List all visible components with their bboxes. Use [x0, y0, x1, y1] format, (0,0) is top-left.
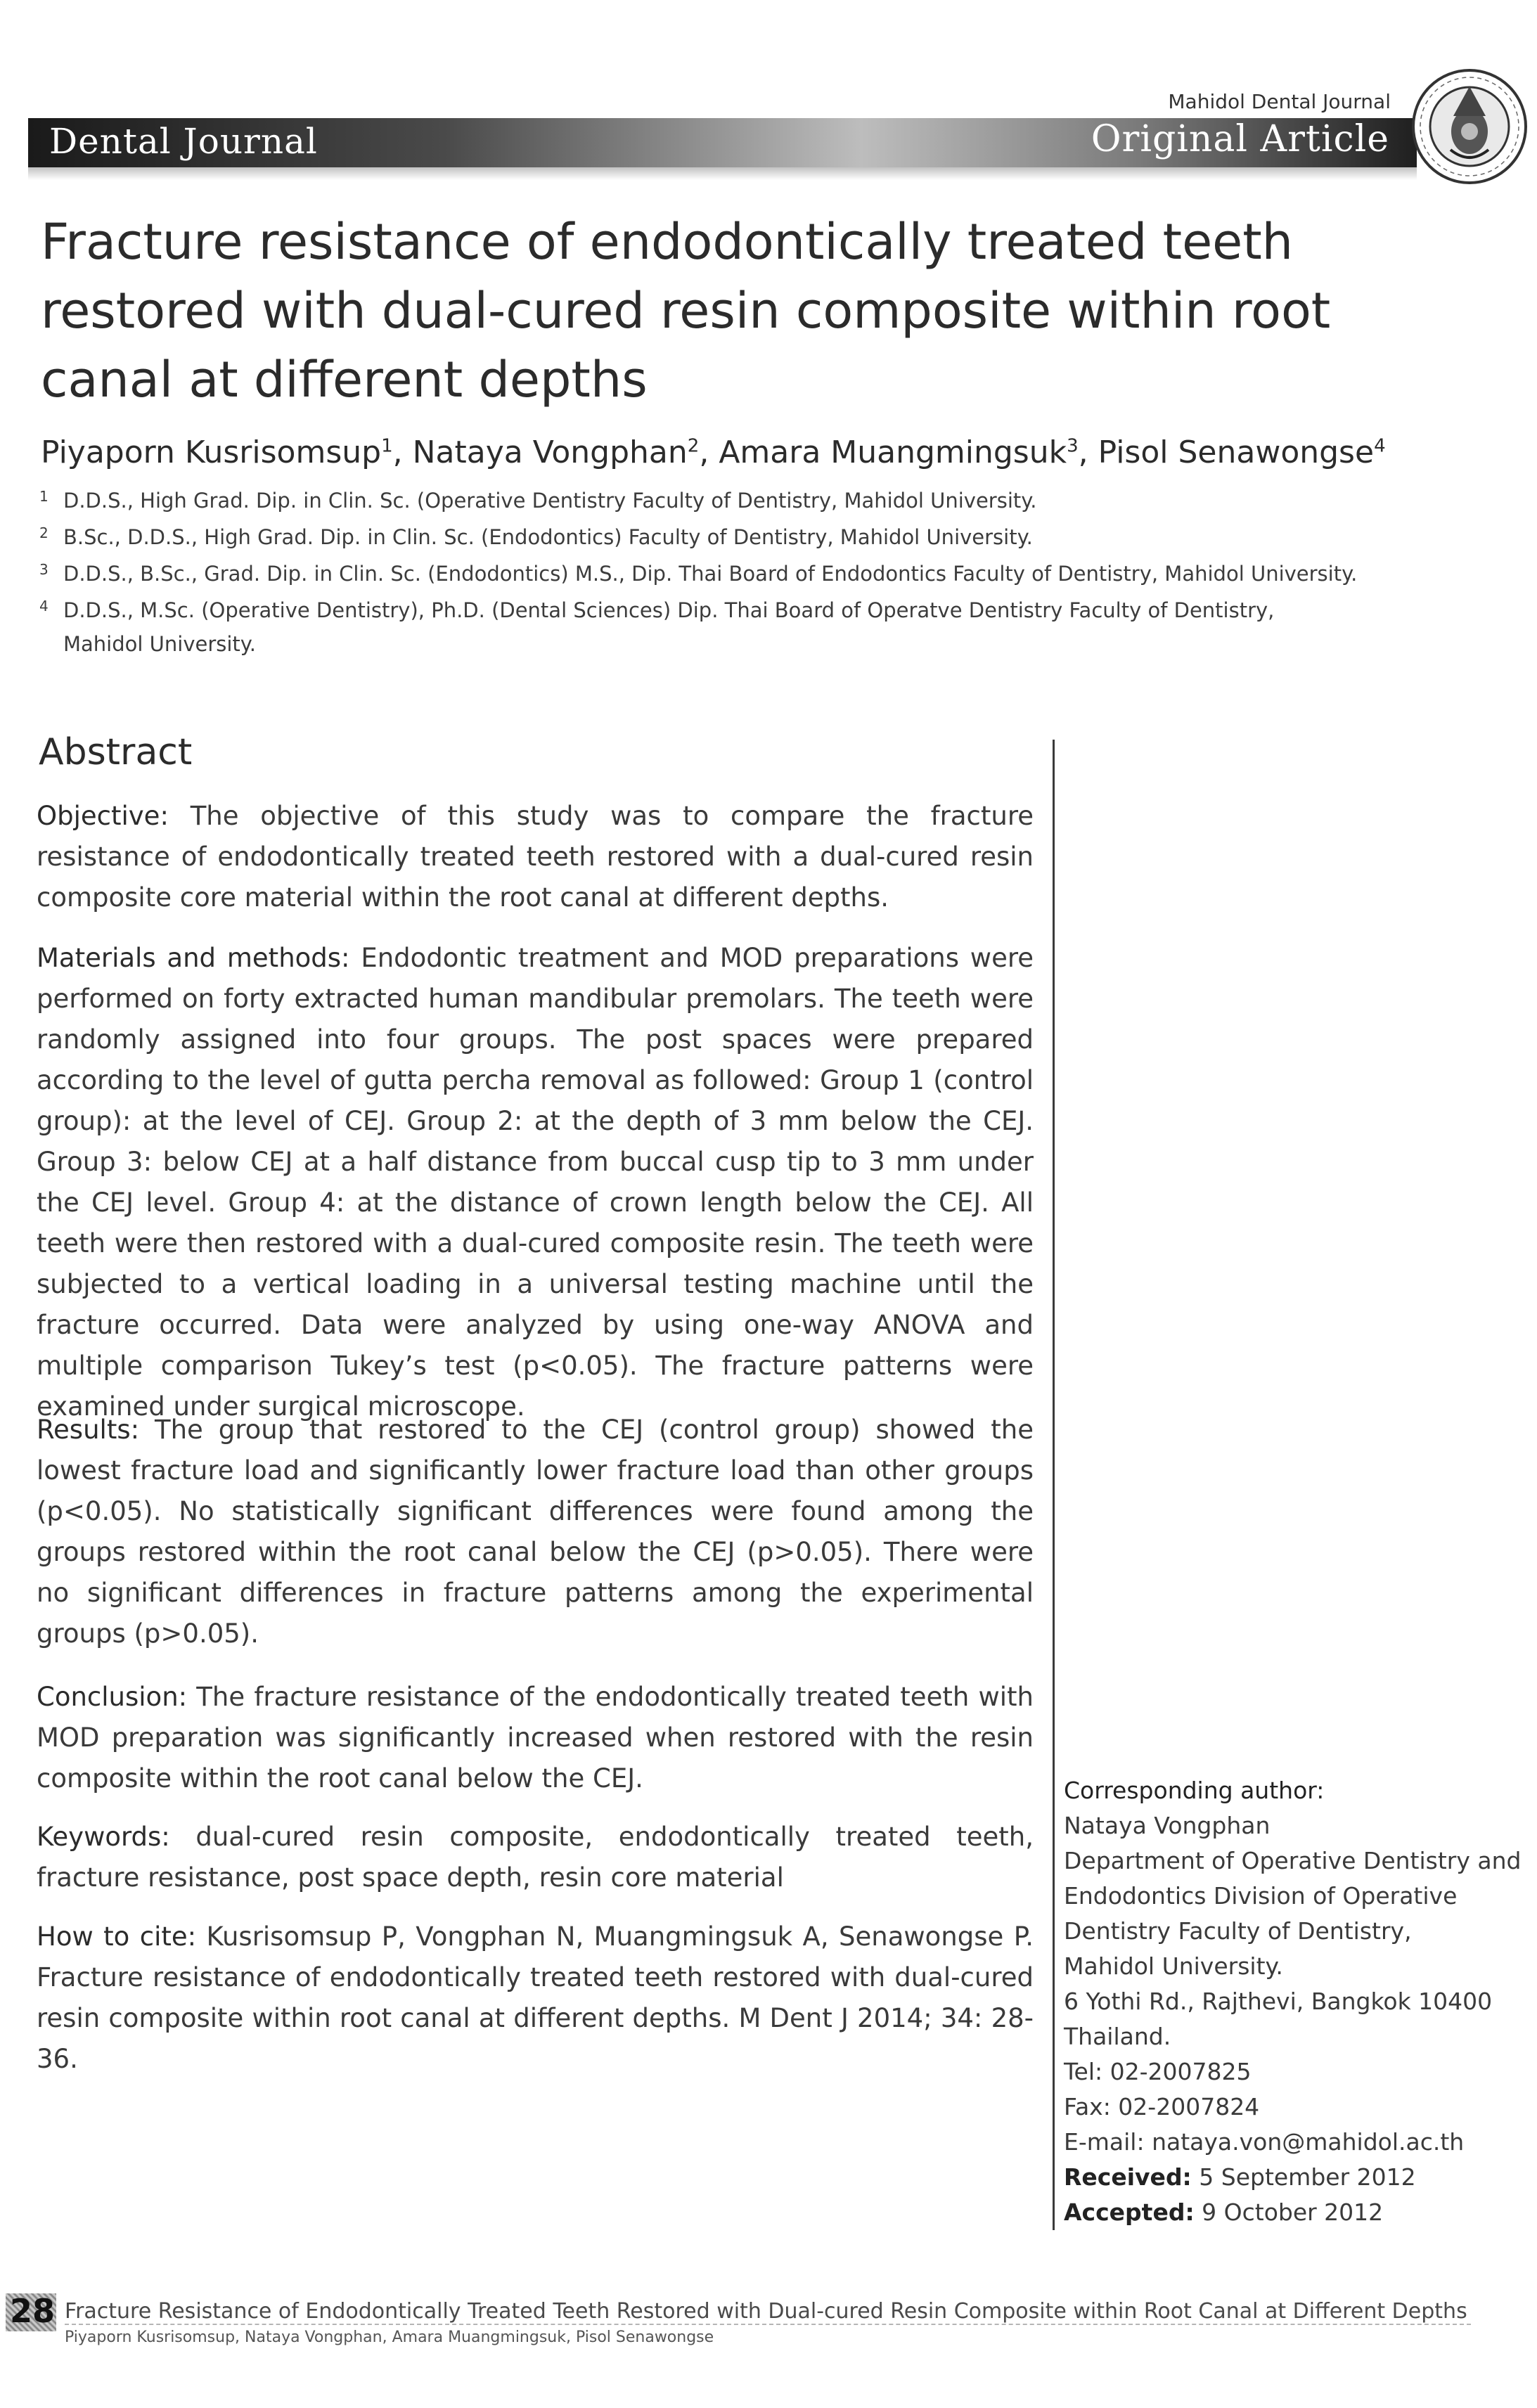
corresponding-author-line: Endodontics Division of Operative [1064, 1882, 1458, 1910]
journal-name-small: Mahidol Dental Journal [1168, 90, 1391, 113]
corresponding-author-line: Thailand. [1064, 2023, 1171, 2050]
author-affiliation-mark: 3 [1067, 435, 1079, 457]
affiliation-number: 2 [39, 524, 49, 541]
footer-running-title: Fracture Resistance of Endodontically Treated Teeth Restored with Dual-cured Resin Composite within Root Canal at Different Depths [65, 2299, 1467, 2324]
abstract-objective [37, 796, 1034, 918]
citation-label: How to cite: [37, 1921, 197, 1952]
author-name: Pisol Senawongse [1098, 434, 1375, 470]
affiliation-item [39, 561, 1358, 586]
abstract-keywords [37, 1817, 1034, 1898]
methods-label: Materials and methods: [37, 943, 350, 973]
affiliation-text: D.D.S., B.Sc., Grad. Dip. in Clin. Sc. (Endodontics) M.S., Dip. Thai Board of Endodontics Faculty of Dentistry, Mahidol University. [63, 562, 1358, 586]
accepted-date [1064, 2195, 1383, 2230]
received-label: Received: [1064, 2163, 1192, 2191]
affiliation-number: 1 [39, 488, 49, 505]
keywords-label: Keywords: [37, 1822, 170, 1852]
affiliation-continuation: Mahidol University. [63, 632, 257, 656]
conclusion-label: Conclusion: [37, 1682, 188, 1712]
footer-divider [65, 2324, 1471, 2325]
affiliation-number: 3 [39, 561, 49, 578]
accepted-value: 9 October 2012 [1194, 2198, 1384, 2226]
author-separator: , [392, 434, 413, 470]
abstract-results [37, 1410, 1034, 1654]
received-value: 5 September 2012 [1191, 2163, 1416, 2191]
abstract-heading: Abstract [39, 731, 193, 773]
corresponding-author-line: E-mail: nataya.von@mahidol.ac.th [1064, 2128, 1465, 2156]
article-type-label: Original Article [1091, 118, 1389, 160]
affiliation-text: B.Sc., D.D.S., High Grad. Dip. in Clin. Sc. (Endodontics) Faculty of Dentistry, Mahidol University. [63, 525, 1033, 549]
footer-running-authors: Piyaporn Kusrisomsup, Nataya Vongphan, Amara Muangmingsuk, Pisol Senawongse [65, 2329, 714, 2346]
author-list [41, 434, 1386, 470]
affiliation-item [39, 524, 1033, 550]
methods-text: Endodontic treatment and MOD preparations were performed on forty extracted human mandibular premolars. The teeth were randomly assigned into four groups. The post spaces were prepared according to the level of gutta percha removal as followed: Group 1 (control group): at the level of CEJ. Group 2: at the depth of 3 mm below the CEJ. Group 3: below CEJ at a half distance from buccal cusp tip to 3 mm under the CEJ level. Group 4: at the distance of crown length below the CEJ. All teeth were then restored with a dual-cured composite resin. The teeth were subjected to a vertical loading in a universal testing machine until the fracture occurred. Data were analyzed by using one-way ANOVA and multiple comparison Tukey’s test (p<0.05). The fracture patterns were examined under surgical microscope. [37, 943, 1034, 1422]
results-label: Results: [37, 1415, 140, 1445]
keywords-text: dual-cured resin composite, endodontically treated teeth, fracture resistance, post space depth, resin core material [37, 1822, 1034, 1893]
affiliation-number: 4 [39, 598, 49, 614]
corresponding-author-line: Dentistry Faculty of Dentistry, [1064, 1917, 1412, 1945]
author-separator: , [1078, 434, 1098, 470]
corresponding-author-title: Corresponding author: [1064, 1777, 1325, 1804]
author-name: Amara Muangmingsuk [719, 434, 1067, 470]
objective-label: Objective: [37, 801, 169, 831]
corresponding-author-line: 6 Yothi Rd., Rajthevi, Bangkok 10400 [1064, 1988, 1493, 2015]
corresponding-author-line: Department of Operative Dentistry and [1064, 1847, 1522, 1874]
corresponding-author-line: Tel: 02-2007825 [1064, 2058, 1252, 2085]
affiliation-item [39, 488, 1037, 513]
author-name: Piyaporn Kusrisomsup [41, 434, 382, 470]
column-divider [1053, 740, 1055, 2230]
results-text: The group that restored to the CEJ (control group) showed the lowest fracture load and significantly lower fracture load than other groups (p<0.05). No statistically significant differences were found among the groups restored within the root canal below the CEJ (p>0.05). There were no significant differences in fracture patterns among the experimental groups (p>0.05). [37, 1415, 1034, 1649]
author-affiliation-mark: 4 [1374, 435, 1386, 457]
abstract-conclusion [37, 1677, 1034, 1799]
page-number: 28 [10, 2292, 56, 2330]
citation-text: Kusrisomsup P, Vongphan N, Muangmingsuk A, Senawongse P. Fracture resistance of endodontically treated teeth restored with dual-cured resin composite within root canal at different depths. M Dent J 2014; 34: 28-36. [37, 1921, 1034, 2074]
header-bar-shadow [28, 167, 1417, 180]
article-title: Fracture resistance of endodontically treated teeth restored with dual-cured resin composite within root canal at different depths [41, 213, 1331, 408]
corresponding-author-line: Mahidol University. [1064, 1952, 1283, 1980]
affiliation-text: D.D.S., M.Sc. (Operative Dentistry), Ph.D. (Dental Sciences) Dip. Thai Board of Operatve Dentistry Faculty of Dentistry, [63, 598, 1275, 622]
author-affiliation-mark: 2 [687, 435, 700, 457]
author-name: Nataya Vongphan [412, 434, 688, 470]
affiliation-text: D.D.S., High Grad. Dip. in Clin. Sc. (Operative Dentistry Faculty of Dentistry, Mahidol University. [63, 489, 1037, 513]
corresponding-author-line: Fax: 02-2007824 [1064, 2093, 1260, 2120]
conclusion-text: The fracture resistance of the endodontically treated teeth with MOD preparation was significantly increased when restored with the resin composite within the root canal below the CEJ. [37, 1682, 1034, 1794]
objective-text: The objective of this study was to compare the fracture resistance of endodontically treated teeth restored with a dual-cured resin composite core material within the root canal at different depths. [37, 801, 1034, 913]
journal-section-label: Dental Journal [49, 121, 318, 162]
author-affiliation-mark: 1 [381, 435, 393, 457]
author-separator: , [699, 434, 719, 470]
affiliation-item [39, 598, 1275, 623]
abstract-methods [37, 938, 1034, 1427]
received-date [1064, 2160, 1416, 2195]
corresponding-author-line: Nataya Vongphan [1064, 1812, 1271, 1839]
university-seal-icon [1410, 67, 1529, 186]
accepted-label: Accepted: [1064, 2198, 1195, 2226]
abstract-citation [37, 1917, 1034, 2080]
